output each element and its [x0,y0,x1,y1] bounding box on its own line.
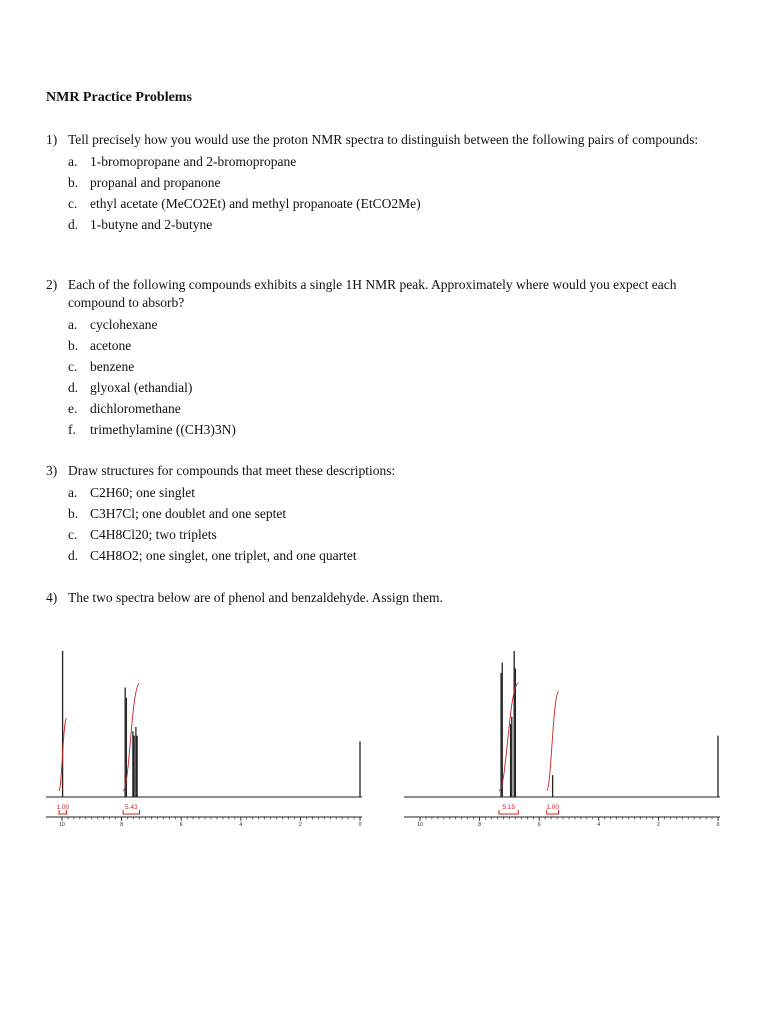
integral-label: 5.43 [124,804,138,811]
axis-tick-label: 10 [417,822,423,828]
axis-tick-label: 4 [239,822,243,828]
question-4 [46,589,726,607]
item-letter: b. [68,506,79,521]
item-letter: c. [68,359,78,374]
axis-tick-label: 6 [179,822,183,828]
nmr-spectrum-left [40,645,370,835]
question-number: 2) [46,277,58,292]
question-3 [46,462,726,566]
item-text: cyclohexane [90,317,158,332]
axis-tick-label: 2 [657,822,660,828]
item-text: ethyl acetate (MeCO2Et) and methyl propanoate (EtCO2Me) [90,196,421,211]
item-text: acetone [90,338,132,353]
list-item [68,419,726,440]
item-text: C2H60; one singlet [90,485,195,500]
item-letter: b. [68,338,79,353]
item-text: 1-butyne and 2-butyne [90,217,213,232]
list-item [68,172,726,193]
axis-tick-label: 0 [358,822,362,828]
item-letter: f. [68,422,76,437]
question-text: Draw structures for compounds that meet these descriptions: [68,463,396,478]
item-text: trimethylamine ((CH3)3N) [90,422,236,437]
document-title: NMR Practice Problems [46,90,192,105]
item-text: glyoxal (ethandial) [90,380,193,395]
answer-options [68,314,726,440]
item-letter: e. [68,401,78,416]
axis-tick-label: 2 [299,822,302,828]
axis-tick-label: 10 [59,822,65,828]
item-text: C3H7Cl; one doublet and one septet [90,506,287,521]
axis-tick-label: 4 [597,822,601,828]
item-letter: d. [68,548,79,563]
question-text: Each of the following compounds exhibits a single 1H NMR peak. Approximately where would you expect each compound to absorb? [68,277,677,310]
item-letter: a. [68,154,78,169]
item-letter: b. [68,175,79,190]
axis-tick-label: 6 [537,822,541,828]
integral-label: 1.00 [56,804,70,811]
list-item [68,356,726,377]
list-item [68,377,726,398]
question-text: The two spectra below are of phenol and benzaldehyde. Assign them. [68,590,443,605]
integral-label: 5.15 [502,804,515,811]
item-letter: d. [68,217,79,232]
question-2 [46,276,726,440]
item-text: benzene [90,359,135,374]
list-item [68,398,726,419]
list-item [68,545,726,566]
item-text: 1-bromopropane and 2-bromopropane [90,154,297,169]
list-item [68,214,726,235]
nmr-spectrum-right [398,645,728,835]
integral-label: 1.00 [546,804,559,811]
item-letter: d. [68,380,79,395]
list-item [68,482,726,503]
question-number: 4) [46,590,58,605]
axis-tick-label: 8 [120,822,123,828]
item-letter: c. [68,196,78,211]
item-letter: a. [68,485,78,500]
item-text: propanal and propanone [90,175,221,190]
item-letter: c. [68,527,78,542]
axis-tick-label: 8 [478,822,481,828]
list-item [68,503,726,524]
list-item [68,151,726,172]
question-number: 1) [46,132,58,147]
item-text: C4H8Cl20; two triplets [90,527,217,542]
item-text: dichloromethane [90,401,181,416]
list-item [68,314,726,335]
answer-options [68,482,726,566]
question-text: Tell precisely how you would use the proton NMR spectra to distinguish between the following pairs of compounds: [68,132,699,147]
axis-tick-label: 0 [716,822,720,828]
answer-options [68,151,726,235]
question-number: 3) [46,463,58,478]
item-text: C4H8O2; one singlet, one triplet, and one quartet [90,548,357,563]
question-1 [46,131,726,235]
item-letter: a. [68,317,78,332]
list-item [68,524,726,545]
list-item [68,335,726,356]
list-item [68,193,726,214]
